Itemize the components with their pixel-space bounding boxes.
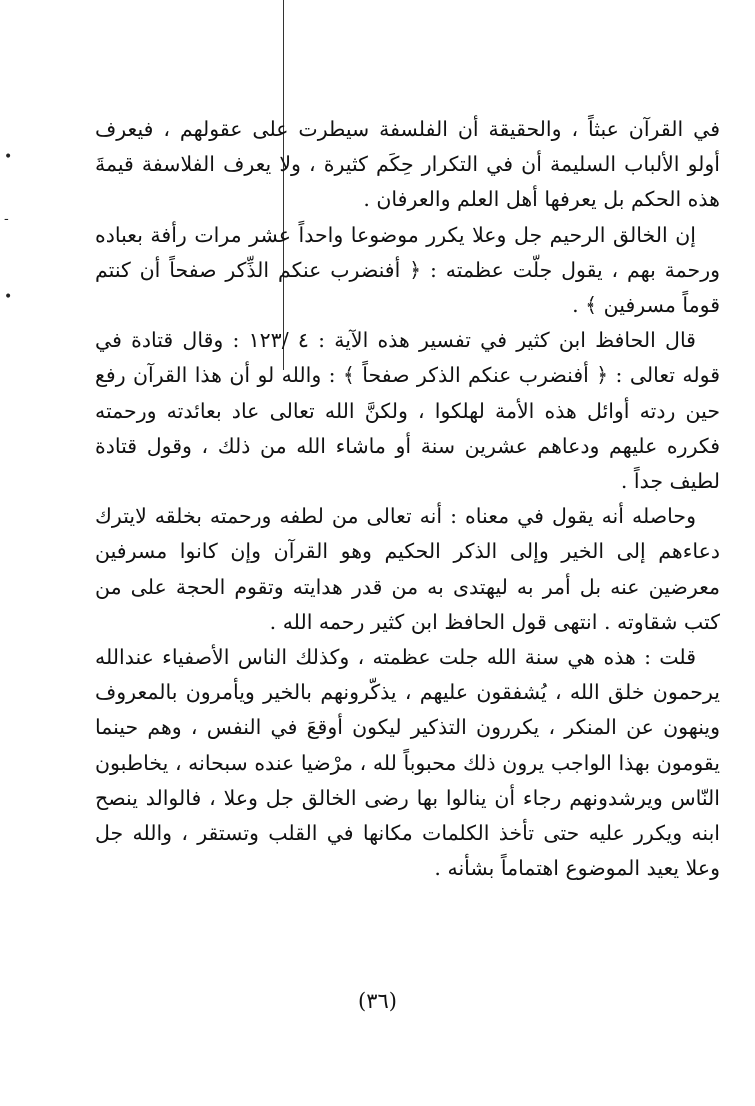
page-body-text (95, 112, 720, 886)
paragraph-1: في القرآن عبثاً ، والحقيقة أن الفلسفة سيطرت على عقولهم ، فيعرف أولو الألباب السليمة أن في التكرار حِكَم كثيرة ، ولا يعرف الفلاسفة قيمةَ هذه الحكم بل يعرفها أهل العلم والعرفان . (95, 117, 720, 212)
margin-dot-mark: • (4, 149, 13, 165)
margin-dash-mark: - (4, 211, 9, 227)
paragraph-3: قال الحافظ ابن كثير في تفسير هذه الآية : ٤ /١٢٣ : وقال قتادة في قوله تعالى : ﴿ أفنضرب عنكم الذكر صفحاً ﴾ : والله لو أن هذا القرآن رفع حين ردته أوائل هذه الأمة لهلكوا ، ولكنَّ الله تعالى عاد بعائدته ورحمته فكرره عليهم ودعاهم عشرين سنة أو ماشاء الله من ذلك ، وقول قتادة لطيف جداً . (95, 328, 720, 494)
paragraph-5: قلت : هذه هي سنة الله جلت عظمته ، وكذلك الناس الأصفياء عندالله يرحمون خلق الله ، يُشفقون عليهم ، يذكّرونهم بالخير ويأمرون بالمعروف وينهون عن المنكر ، يكررون التذكير ليكون أوقعَ في النفس ، وهم حينما يقومون بهذا الواجب يرون ذلك محبوباً لله ، مرْضيا عنده سبحانه ، يخاطبون النّاس ويرشدونهم رجاء أن ينالوا بها رضى الخالق جل وعلا ، فالوالد ينصح ابنه ويكرر عليه حتى تأخذ الكلمات مكانها في القلب وتستقر ، والله جل وعلا يعيد الموضوع اهتماماً بشأنه . (95, 645, 720, 881)
page-number: (٣٦) (358, 989, 397, 1013)
paragraph-4: وحاصله أنه يقول في معناه : أنه تعالى من لطفه ورحمته بخلقه لايترك دعاءهم إلى الخير وإلى الذكر الحكيم وهو القرآن وإن كانوا مسرفين معرضين عنه بل أمر به ليهتدى به من قدر هدايته وتقوم الحجة على من كتب شقاوته . انتهى قول الحافظ ابن كثير رحمه الله . (95, 504, 720, 634)
paragraph-2: إن الخالق الرحيم جل وعلا يكرر موضوعا واحداً عشر مرات رأفة بعباده ورحمة بهم ، يقول جلّت عظمته : ﴿ أفنضرب عنكم الذِّكر صفحاً أن كنتم قوماً مسرفين ﴾ . (95, 222, 720, 318)
margin-dot-mark: • (4, 289, 13, 305)
